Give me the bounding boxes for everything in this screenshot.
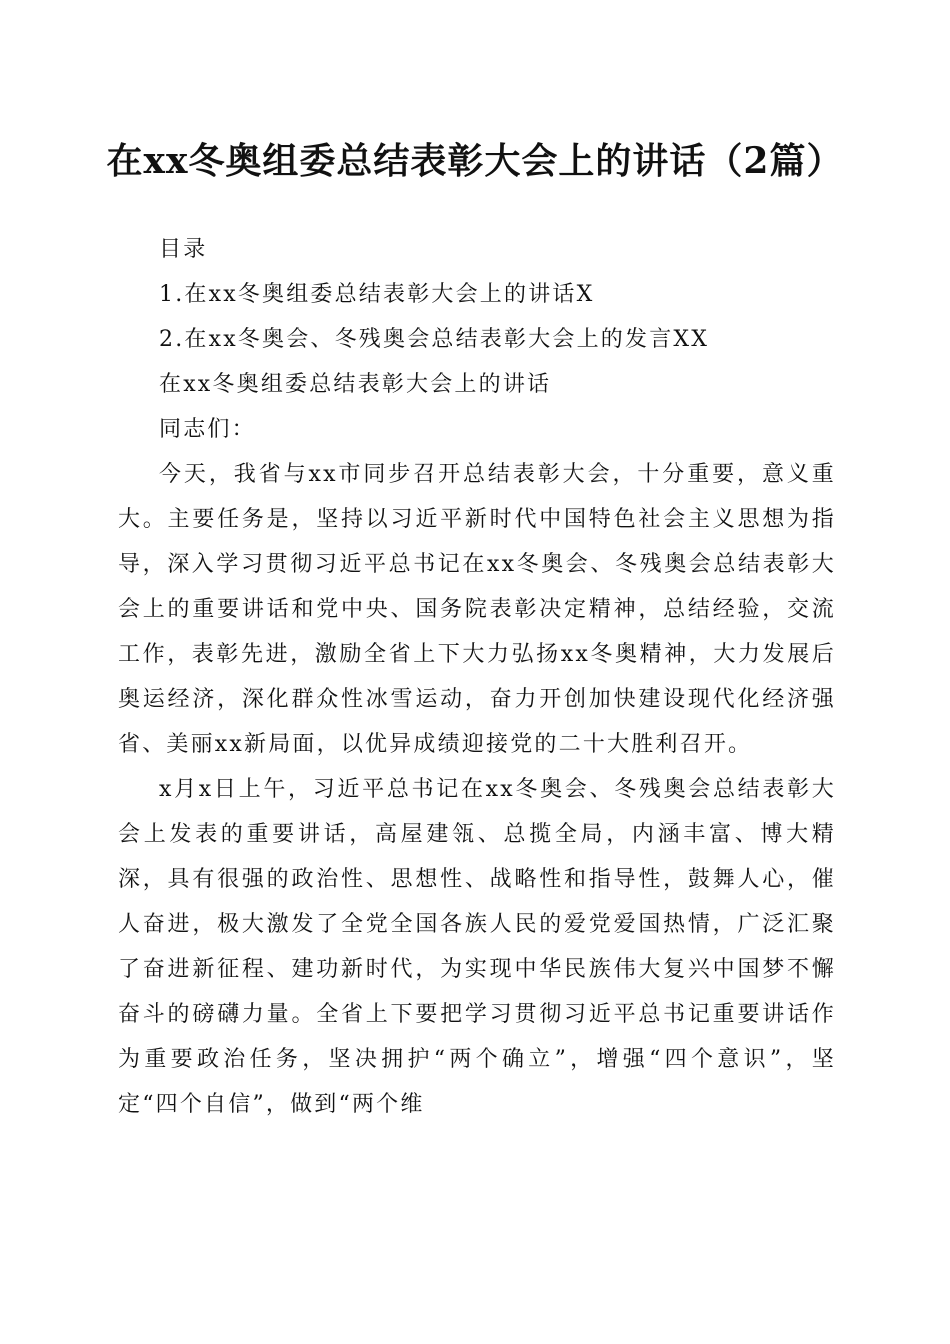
toc-item-1: 1.在xx冬奥组委总结表彰大会上的讲话X: [159, 282, 595, 307]
document-body: [118, 227, 836, 1127]
salutation: 同志们：: [159, 417, 256, 442]
toc-item-2: 2.在xx冬奥会、冬残奥会总结表彰大会上的发言XX: [159, 327, 710, 352]
document-title: 在xx冬奥组委总结表彰大会上的讲话（2篇）: [106, 140, 844, 182]
section-title: 在xx冬奥组委总结表彰大会上的讲话: [159, 372, 552, 397]
toc-heading: 目录: [159, 237, 208, 262]
paragraph-1: 今天，我省与xx市同步召开总结表彰大会，十分重要，意义重大。主要任务是，坚持以习近平新时代中国特色社会主义思想为指导，深入学习贯彻习近平总书记在xx冬奥会、冬残奥会总结表彰大会上的重要讲话和党中央、国务院表彰决定精神，总结经验，交流工作，表彰先进，激励全省上下大力弘扬xx冬奥精神，大力发展后奥运经济，深化群众性冰雪运动，奋力开创加快建设现代化经济强省、美丽xx新局面，以优异成绩迎接党的二十大胜利召开。: [118, 462, 836, 757]
paragraph-2: x月x日上午，习近平总书记在xx冬奥会、冬残奥会总结表彰大会上发表的重要讲话，高屋建瓴、总揽全局，内涵丰富、博大精深，具有很强的政治性、思想性、战略性和指导性，鼓舞人心，催人奋进，极大激发了全党全国各族人民的爱党爱国热情，广泛汇聚了奋进新征程、建功新时代，为实现中华民族伟大复兴中国梦不懈奋斗的磅礴力量。全省上下要把学习贯彻习近平总书记重要讲话作为重要政治任务，坚决拥护“两个确立”，增强“四个意识”，坚定“四个自信”，做到“两个维: [118, 777, 836, 1117]
